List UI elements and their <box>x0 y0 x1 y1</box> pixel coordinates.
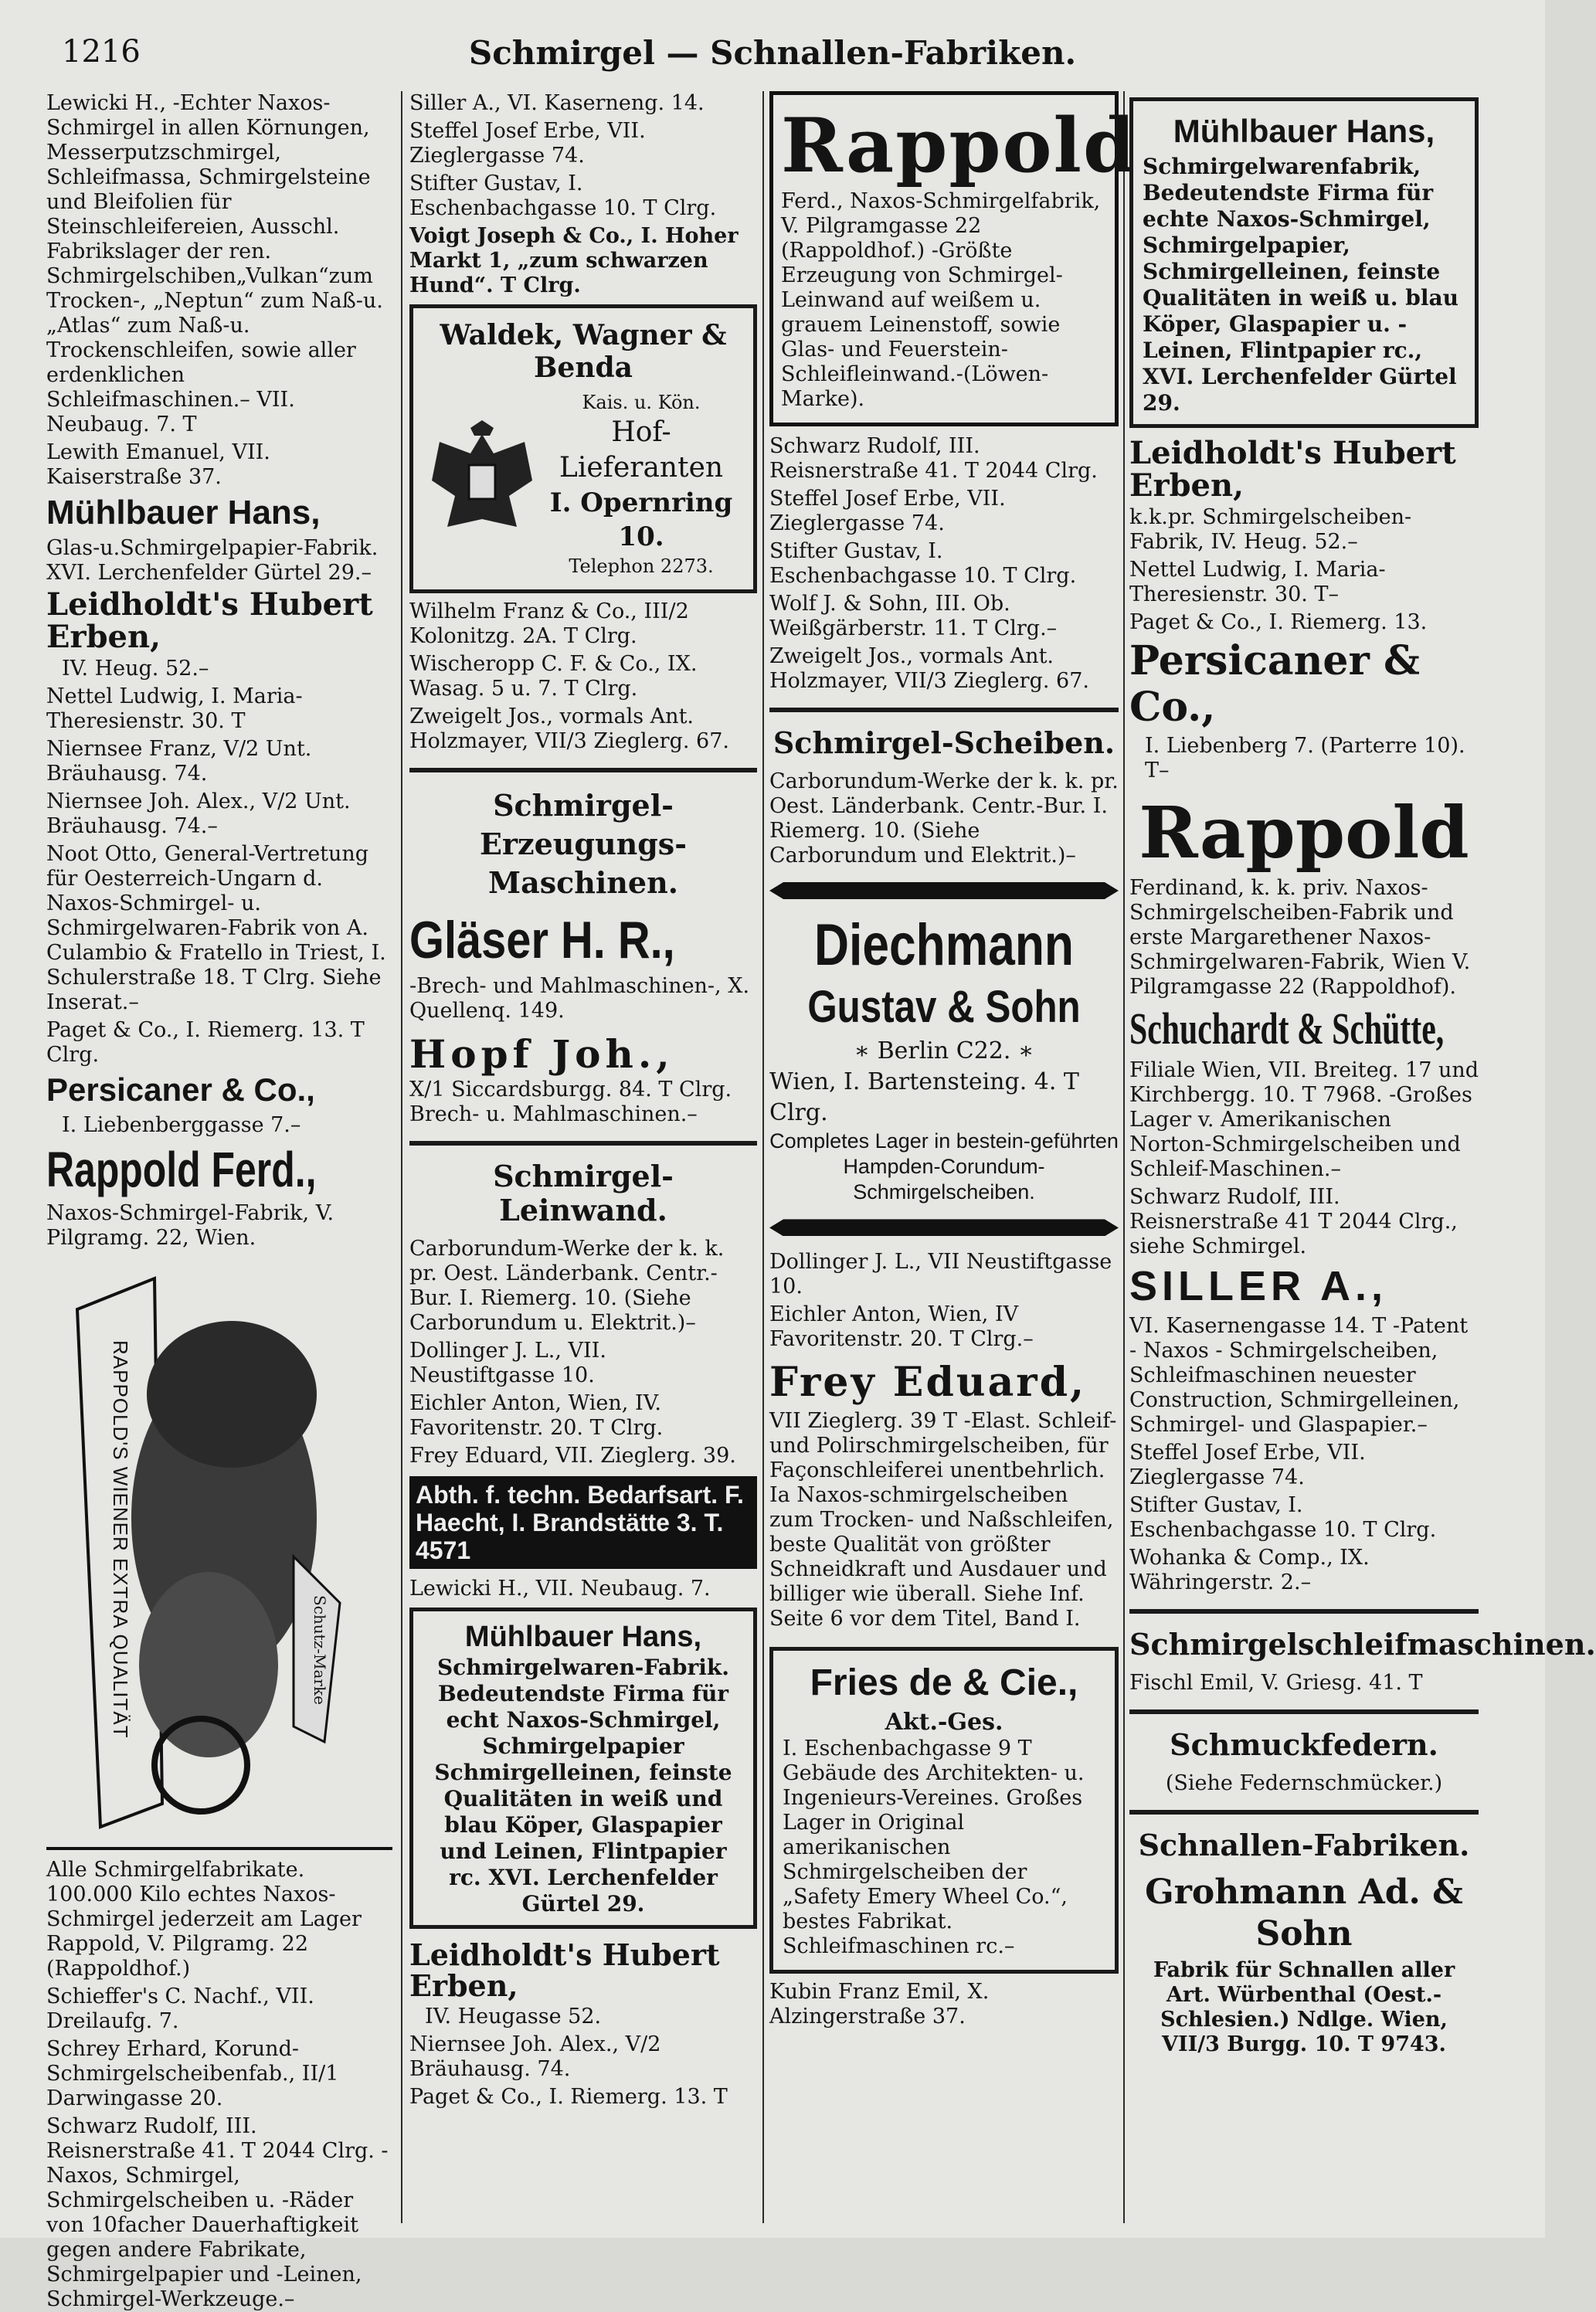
listing-grohmann-text: Fabrik für Schnallen aller Art. Würbenthal (Oest.-Schlesien.) Ndlge. Wien, VII/3 Burgg. 10. T 9743. <box>1153 1958 1455 2057</box>
column-divider <box>1123 91 1125 2223</box>
ad-waldek-sub: Kais. u. Kön. <box>582 392 701 413</box>
listing-leidholdt-name: Leidholdt's Hubert Erben, <box>46 586 373 656</box>
listing-rappold-2-text: Ferdinand, k. k. priv. Naxos-Schmirgelscheiben-Fabrik und erste Margarethener Naxos-Schmirgelwaren-Fabrik, Wien V. Pilgramgasse 22 (Rappoldhof). <box>1129 876 1471 1000</box>
ad-diechmann-address: Wien, I. Bartensteing. 4. T Clrg. <box>769 1068 1079 1127</box>
listing-leidholdt-3-name: Leidholdt's Hubert Erben, <box>1129 435 1456 504</box>
listing-lewith: Lewith Emanuel, VII. Kaiserstraße 37. <box>46 440 270 489</box>
listing-glaeser-text: -Brech- und Mahlmaschinen-, X. Quellenq. 149. <box>409 973 750 1023</box>
ad-diechmann-text: Completes Lager in bestein-geführten Hampden-Corundum-Schmirgelscheiben. <box>769 1129 1119 1204</box>
listing-frey: Frey Eduard, VII. Zieglerg. 39. <box>409 1444 736 1468</box>
listing-zweigelt: Zweigelt Jos., vormals Ant. Holzmayer, VII/3 Zieglerg. 67. <box>409 704 729 753</box>
ad-haecht-banner: Abth. f. techn. Bedarfsart. F. Haecht, I. Brandstätte 3. T. 4571 <box>409 1476 757 1569</box>
listing-hopf-name: Hopf Joh., <box>409 1030 674 1077</box>
listing-carborundum: Carborundum-Werke der k. k. pr. Oest. Länderbank. Centr.-Bur. I. Riemerg. 10. (Siehe Carborundum u. Elektrit.)– <box>409 1237 725 1336</box>
ad-fries <box>769 1647 1119 1974</box>
listing-hopf-text: X/1 Siccardsburgg. 84. T Clrg. Brech- u. Mahlmaschinen.– <box>409 1078 732 1127</box>
page-header <box>46 34 1499 77</box>
listing-wohanka: Wohanka & Comp., IX. Währingerstr. 2.– <box>1129 1546 1370 1595</box>
listing-nettel-2: Nettel Ludwig, I. Maria-Theresienstr. 30. T– <box>1129 558 1386 607</box>
section-schmuckfedern-note: (Siehe Federnschmücker.) <box>1165 1771 1443 1796</box>
listing-schrey: Schrey Erhard, Korund-Schmirgelscheibenfab., II/1 Darwingasse 20. <box>46 2036 339 2110</box>
section-schleifmaschinen: Schmirgelschleifmaschinen. <box>1129 1609 1479 1662</box>
ad-frey-name: Frey Eduard, <box>769 1359 1087 1407</box>
listing-muehlbauer-text: Glas-u.Schmirgelpapier-Fabrik. XVI. Lerchenfelder Gürtel 29.– <box>46 536 379 586</box>
column-4 <box>1129 91 1596 2223</box>
listing-leidholdt-text: IV. Heug. 52.– <box>62 657 209 681</box>
ad-waldek-telephone: Telephon 2273. <box>569 555 714 577</box>
decorative-rule <box>769 1219 1119 1236</box>
ad-diechmann <box>769 913 1119 1205</box>
listing-alle-schmirgelfabrikate: Alle Schmirgelfabrikate. 100.000 Kilo echtes Naxos-Schmirgel jederzeit am Lager Rappold, V. Pilgramg. 22 (Rappoldhof.) <box>46 1847 392 1981</box>
page-number: 1216 <box>62 34 141 70</box>
listing-leidholdt-2-text: IV. Heugasse 52. <box>425 2005 602 2029</box>
column-1 <box>46 91 392 2311</box>
listing-schwarz-2: Schwarz Rudolf, III. Reisnerstraße 41. T 2044 Clrg. <box>769 434 1098 483</box>
listing-persicaner-2-name: Persicaner & Co., <box>1129 637 1420 732</box>
listing-wischeropp: Wischeropp C. F. & Co., IX. Wasag. 5 u. 7. T Clrg. <box>409 652 698 701</box>
listing-stifter-2: Stifter Gustav, I. Eschenbachgasse 10. T Clrg. <box>769 539 1077 588</box>
listing-schwarz-3: Schwarz Rudolf, III. Reisnerstraße 41 T 2044 Clrg., siehe Schmirgel. <box>1129 1184 1458 1258</box>
listing-niernsee-franz: Niernsee Franz, V/2 Unt. Bräuhausg. 74. <box>46 737 312 786</box>
listing-stifter-3: Stifter Gustav, I. Eschenbachgasse 10. T Clrg. <box>1129 1493 1437 1543</box>
listing-schwarz: Schwarz Rudolf, III. Reisnerstraße 41. T 2044 Clrg. -Naxos, Schmirgel, Schmirgelscheiben u. -Räder von 10facher Dauerhaftigkeit gegen andere Fabrikate, Schmirgelpapier und -Leinen, Schmirgel-Werkzeuge.– <box>46 2113 389 2311</box>
listing-niernsee-2: Niernsee Joh. Alex., V/2 Bräuhausg. 74. <box>409 2032 661 2082</box>
listing-rappold-text: Naxos-Schmirgel-Fabrik, V. Pilgramg. 22, Wien. <box>46 1200 334 1250</box>
listing-schuchardt-text: Filiale Wien, VII. Breiteg. 17 und Kirchbergg. 10. T 7968. -Großes Lager v. Amerikanischen Norton-Schmirgelscheiben und Schleif-Maschinen.– <box>1129 1058 1479 1181</box>
listing-glaeser-name: Gläser H. R., <box>409 911 675 969</box>
ad-waldek-address: I. Opernring 10. <box>549 487 733 552</box>
rappold-trademark-illustration <box>46 1263 371 1835</box>
ad-muehlbauer-text: Schmirgelwaren-Fabrik. Bedeutendste Firma für echt Naxos-Schmirgel, Schmirgelpapier Schmirgelleinen, feinste Qualitäten in weiß und blau Köper, Glaspapier und Leinen, Flintpapier rc. XVI. Lerchenfelder Gürtel 29. <box>434 1655 732 1917</box>
listing-paget-3: Paget & Co., I. Riemerg. 13. <box>1129 610 1428 635</box>
listing-noot: Noot Otto, General-Vertretung für Oesterreich-Ungarn d. Naxos-Schmirgel- u. Schmirgelwaren-Fabrik von A. Culambio & Fratello in Triest, I. Schulerstraße 18. T Clrg. Siehe Inserat.– <box>46 842 386 1015</box>
listing-persicaner-2-text: I. Liebenberg 7. (Parterre 10). T– <box>1145 734 1465 783</box>
listing-niernsee-joh: Niernsee Joh. Alex., V/2 Unt. Bräuhausg. 74.– <box>46 789 351 839</box>
column-divider <box>762 91 764 2223</box>
ad-fries-sub: Akt.-Ges. <box>885 1709 1003 1737</box>
listing-carborundum-2: Carborundum-Werke der k. k. pr. Oest. Länderbank. Centr.-Bur. I. Riemerg. 10. (Siehe Carborundum und Elektrit.)– <box>769 769 1119 867</box>
section-scheiben: Schmirgel-Scheiben. <box>769 708 1119 760</box>
listing-persicaner-name: Persicaner & Co., <box>46 1071 315 1108</box>
listing-rappold-2-name: Rappold <box>1139 791 1469 875</box>
section-schmuckfedern: Schmuckfedern. <box>1129 1709 1479 1762</box>
listing-siller: Siller A., VI. Kaserneng. 14. <box>409 91 705 115</box>
listing-eichler-2: Eichler Anton, Wien, IV Favoritenstr. 20. T Clrg.– <box>769 1302 1034 1352</box>
double-eagle-crest-icon <box>424 419 540 550</box>
listing-wilhelm: Wilhelm Franz & Co., III/2 Kolonitzg. 2A. T Clrg. <box>409 599 689 648</box>
ad-rappold-text: Ferd., Naxos-Schmirgelfabrik, V. Pilgramgasse 22 (Rappoldhof.) -Größte Erzeugung von Schmirgel-Leinwand auf weißem u. grauem Leinenstoff, sowie Glas- und Feuerstein-Schleifleinwand.-(Löwen-Marke). <box>781 189 1101 411</box>
column-3 <box>769 91 1137 2223</box>
listing-wolf: Wolf J. & Sohn, III. Ob. Weißgärberstr. 11. T Clrg.– <box>769 592 1058 640</box>
ad-waldek-wagner-benda <box>409 304 757 593</box>
listing-kubin: Kubin Franz Emil, X. Alzingerstraße 37. <box>769 1980 990 2029</box>
running-head: Schmirgel — Schnallen-Fabriken. <box>468 34 1077 72</box>
listing-persicaner-text: I. Liebenberggasse 7.– <box>62 1112 301 1137</box>
ad-muehlbauer-name: Mühlbauer Hans, <box>464 1621 702 1654</box>
section-erzeugungs-maschinen: Schmirgel-Erzeugungs-Maschinen. <box>409 768 757 902</box>
ad-rappold-name: Rappold <box>781 102 1137 189</box>
ad-muehlbauer-2-text: Schmirgelwarenfabrik, Bedeutendste Firma für echte Naxos-Schmirgel, Schmirgelpapier, Schmirgelleinen, feinste Qualitäten in weiß u. blau Köper, Glaspapier u. -Leinen, Flintpapier rc., XVI. Lerchenfelder Gürtel 29. <box>1143 154 1458 416</box>
ad-muehlbauer-2 <box>1129 97 1479 428</box>
listing-nettel: Nettel Ludwig, I. Maria-Theresienstr. 30. T <box>46 684 303 734</box>
listing-schuchardt-name: Schuchardt & Schütte, <box>1129 1003 1445 1054</box>
listing-siller-2-text: VI. Kasernengasse 14. T -Patent - Naxos - Schmirgelscheiben, Schleifmaschinen neuester Construction, Schmirgelleinen, Schmirgel- und Glaspapier.– <box>1129 1314 1469 1438</box>
listing-rappold-name: Rappold Ferd., <box>46 1141 317 1197</box>
listing-steffel-3: Steffel Josef Erbe, VII. Zieglergasse 74. <box>1129 1441 1366 1490</box>
listing-steffel: Steffel Josef Erbe, VII. Zieglergasse 74. <box>409 119 646 168</box>
ad-rappold-ferd <box>769 91 1137 426</box>
listing-lewicki: Lewicki H., -Echter Naxos-Schmirgel in allen Körnungen, Messerputzschmirgel, Schleifmassa, Schmirgelsteine und Bleifolien für Steinschleifereien, Ausschl. Fabrikslager der ren. Schmirgelschiben„Vulkan“zum Trocken-, „Neptun“ zum Naß-u. „Atlas“ zum Naß-u. Trockenschleifen, sowie aller erdenklichen Schleifmaschinen.– VII. Neubaug. 7. T <box>46 91 383 436</box>
decorative-rule <box>769 882 1119 899</box>
ad-muehlbauer-2-name: Mühlbauer Hans, <box>1173 113 1435 149</box>
listing-zweigelt-2: Zweigelt Jos., vormals Ant. Holzmayer, VII/3 Zieglerg. 67. <box>769 644 1089 693</box>
ad-diechmann-sub: Gustav & Sohn <box>807 981 1081 1032</box>
ad-waldek-name: Waldek, Wagner & Benda <box>440 319 727 384</box>
ad-diechmann-city: ∗ Berlin C22. ∗ <box>854 1037 1034 1065</box>
section-leinwand: Schmirgel-Leinwand. <box>409 1141 757 1227</box>
listing-eichler: Eichler Anton, Wien, IV. Favoritenstr. 20. T Clrg. <box>409 1391 664 1441</box>
ad-muehlbauer <box>409 1608 757 1929</box>
lion-banner-text: RAPPOLD'S WIENER EXTRA QUALITÄT <box>109 1339 132 1739</box>
listing-siller-2-name: SILLER A., <box>1129 1262 1388 1309</box>
listing-dollinger-2: Dollinger J. L., VII Neustiftgasse 10. <box>769 1250 1112 1299</box>
listing-schieffer: Schieffer's C. Nachf., VII. Dreilaufg. 7. <box>46 1984 314 2033</box>
listing-paget: Paget & Co., I. Riemerg. 13. T Clrg. <box>46 1018 365 1068</box>
lion-trademark-label: Schutz-Marke <box>311 1594 329 1705</box>
listing-lewicki-2: Lewicki H., VII. Neubaug. 7. <box>409 1577 711 1601</box>
listing-leidholdt-3-text: k.k.pr. Schmirgelscheiben-Fabrik, IV. Heug. 52.– <box>1129 505 1412 555</box>
column-divider <box>401 91 402 2223</box>
listing-leidholdt-2-name: Leidholdt's Hubert Erben, <box>409 1937 720 2004</box>
lion-trademark-image <box>46 1263 371 1835</box>
listing-fischl: Fischl Emil, V. Griesg. 41. T <box>1129 1671 1423 1696</box>
ad-frey-text: VII Zieglerg. 39 T -Elast. Schleif- und Polirschmirgelscheiben, für Façonschleiferei unentbehrlich. Ia Naxos-schmirgelscheiben zum Trocken- und Naßschleifen, beste Qualität von größter Schneidkraft und Ausdauer und billiger wie überall. Siehe Inf. Seite 6 vor dem Titel, Band I. <box>769 1409 1117 1631</box>
listing-grohmann-name: Grohmann Ad. & Sohn <box>1145 1872 1463 1954</box>
ad-waldek-title: Hof-Lieferanten <box>559 416 724 484</box>
ad-fries-name: Fries de & Cie., <box>810 1662 1078 1704</box>
listing-steffel-2: Steffel Josef Erbe, VII. Zieglergasse 74. <box>769 487 1006 535</box>
section-schnallen-fabriken: Schnallen-Fabriken. <box>1129 1810 1479 1862</box>
listing-dollinger: Dollinger J. L., VII. Neustiftgasse 10. <box>409 1339 606 1388</box>
column-2 <box>409 91 757 2223</box>
ad-diechmann-name: Diechmann <box>814 912 1074 978</box>
listing-muehlbauer-name: Mühlbauer Hans, <box>46 494 321 531</box>
listing-paget-2: Paget & Co., I. Riemerg. 13. T <box>409 2085 728 2110</box>
ad-fries-text: I. Eschenbachgasse 9 T Gebäude des Architekten- u. Ingenieurs-Vereines. Großes Lager in Original amerikanischen Schmirgelscheiben der „Safety Emery Wheel Co.“, bestes Fabrikat. Schleifmaschinen rc.– <box>783 1737 1085 1959</box>
listing-voigt: Voigt Joseph & Co., I. Hoher Markt 1, „zum schwarzen Hund“. T Clrg. <box>409 224 739 297</box>
listing-stifter: Stifter Gustav, I. Eschenbachgasse 10. T Clrg. <box>409 171 717 220</box>
